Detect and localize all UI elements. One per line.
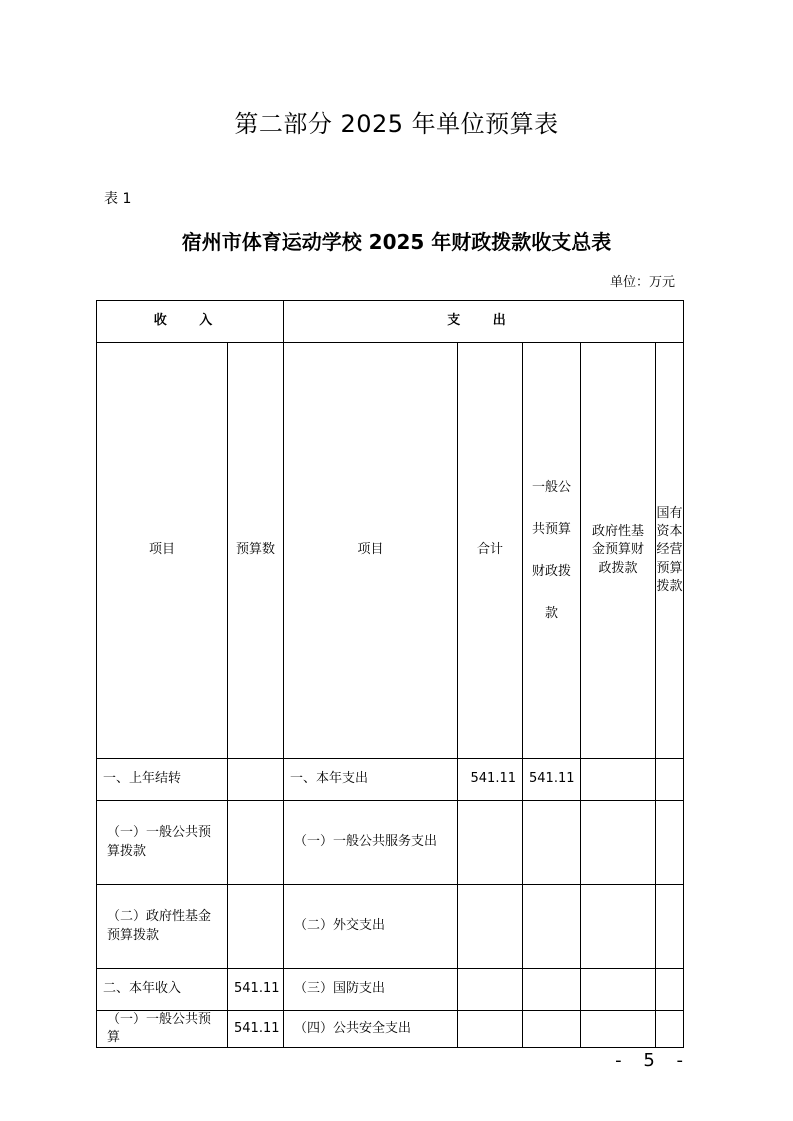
cell-income-item: （一）一般公共预算拨款 — [97, 801, 228, 885]
cell-total — [458, 969, 523, 1011]
cell-gov-fund — [581, 1011, 656, 1048]
cell-general-public: 541.11 — [523, 759, 581, 801]
cell-income-budget: 541.11 — [228, 1011, 284, 1048]
cell-income-budget — [228, 885, 284, 969]
cell-income-item: （二）政府性基金预算拨款 — [97, 885, 228, 969]
cell-expense-item: 一、本年支出 — [284, 759, 458, 801]
cell-general-public — [523, 801, 581, 885]
section-expense: 支 出 — [284, 301, 684, 343]
header-expense-item: 项目 — [284, 343, 458, 759]
main-title: 宿州市体育运动学校 2025 年财政拨款收支总表 — [181, 230, 612, 254]
cell-state-capital — [656, 759, 684, 801]
header-total: 合计 — [458, 343, 523, 759]
cell-state-capital — [656, 801, 684, 885]
cell-expense-item: （四）公共安全支出 — [284, 1011, 458, 1048]
cell-state-capital — [656, 885, 684, 969]
cell-total — [458, 885, 523, 969]
cell-total: 541.11 — [458, 759, 523, 801]
column-header-row — [97, 343, 684, 759]
page-number: - 5 - — [615, 1050, 691, 1071]
table-row — [97, 969, 684, 1011]
cell-gov-fund — [581, 759, 656, 801]
cell-income-budget: 541.11 — [228, 969, 284, 1011]
header-income-item: 项目 — [97, 343, 228, 759]
cell-income-item: 一、上年结转 — [97, 759, 228, 801]
header-gov-fund: 政府性基金预算财政拨款 — [581, 343, 656, 759]
table-row — [97, 1011, 684, 1048]
section-income: 收 入 — [97, 301, 284, 343]
cell-income-item: 二、本年收入 — [97, 969, 228, 1011]
header-income-budget: 预算数 — [228, 343, 284, 759]
cell-state-capital — [656, 969, 684, 1011]
cell-general-public — [523, 1011, 581, 1048]
table-row — [97, 759, 684, 801]
cell-total — [458, 1011, 523, 1048]
cell-total — [458, 801, 523, 885]
cell-general-public — [523, 885, 581, 969]
table-row — [97, 801, 684, 885]
budget-table — [96, 300, 684, 1048]
section-header-row — [97, 301, 684, 343]
unit-label: 单位：万元 — [609, 275, 675, 290]
cell-income-budget — [228, 801, 284, 885]
cell-expense-item: （三）国防支出 — [284, 969, 458, 1011]
cell-income-item: （一）一般公共预算 — [97, 1011, 228, 1048]
cell-expense-item: （一）一般公共服务支出 — [284, 801, 458, 885]
cell-gov-fund — [581, 969, 656, 1011]
table-row — [97, 885, 684, 969]
part-title: 第二部分 2025 年单位预算表 — [234, 110, 559, 138]
header-general-public: 一般公共预算财政拨款 — [523, 343, 581, 759]
cell-gov-fund — [581, 801, 656, 885]
cell-state-capital — [656, 1011, 684, 1048]
cell-expense-item: （二）外交支出 — [284, 885, 458, 969]
header-state-capital: 国有资本经营预算拨款 — [656, 343, 684, 759]
table-label: 表 1 — [104, 191, 132, 207]
cell-income-budget — [228, 759, 284, 801]
cell-gov-fund — [581, 885, 656, 969]
cell-general-public — [523, 969, 581, 1011]
